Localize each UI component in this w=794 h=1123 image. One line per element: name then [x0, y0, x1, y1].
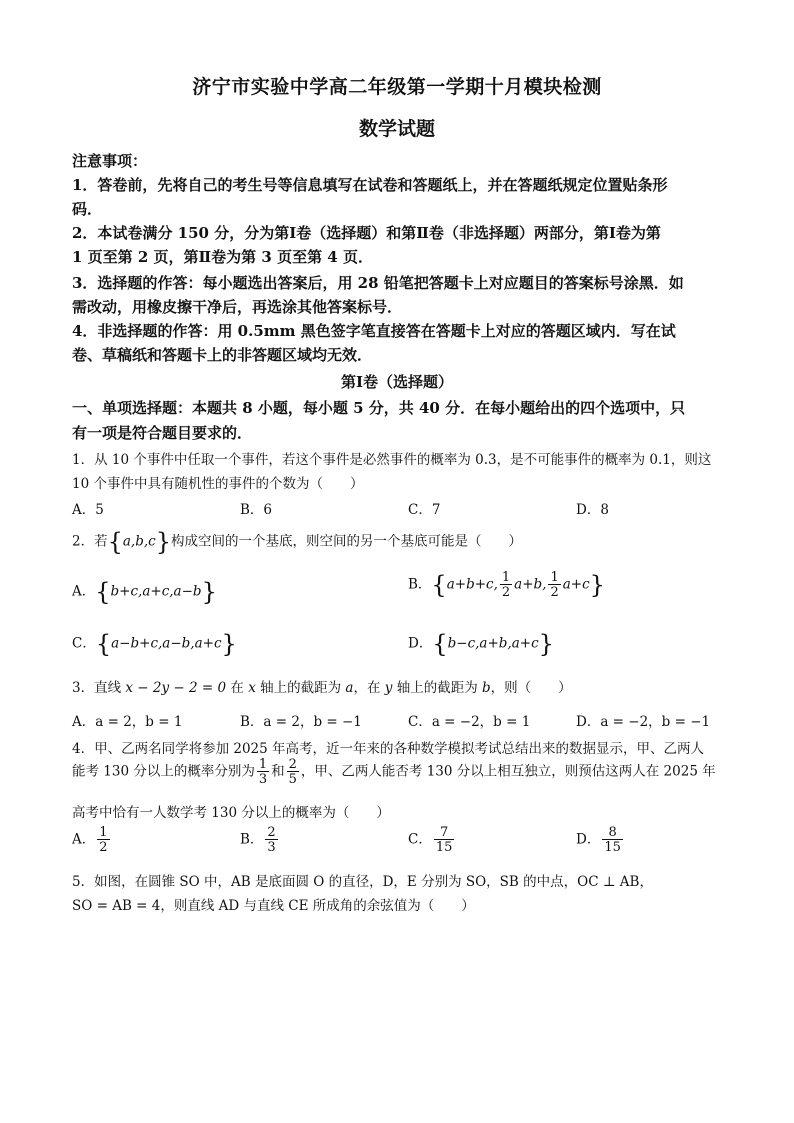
section-instruction: 有一项是符合题目要求的．	[72, 424, 253, 442]
question-4-text: 4．甲、乙两名同学将参加 2025 年高考，近一年来的各种数学模拟考试总结出来的数据显示，甲、乙两人	[72, 741, 705, 757]
q1-option-b: B．6	[240, 502, 273, 518]
part1-title: 第Ⅰ卷（选择题）	[340, 373, 454, 391]
q1-option-d: D．8	[576, 502, 609, 518]
q1-option-c: C．7	[408, 502, 441, 518]
q2-basis-set: a,b,c	[122, 533, 156, 550]
q4-option-b: B． $\frac{2}{3}$	[240, 825, 276, 855]
notice-line: 4．非选择题的作答：用 0.5mm 黑色签字笔直接答在答题卡上对应的答题区域内．写在试	[72, 322, 676, 340]
question-1-text: 1．从 10 个事件中任取一个事件，若这个事件是必然事件的概率为 0.3，是不可能事件的概率为 0.1，则这	[72, 452, 712, 468]
notice-line: 3．选择题的作答：每小题选出答案后，用 28 铅笔把答题卡上对应题目的答案标号涂黑．如	[72, 274, 684, 292]
fraction: $\frac{2}{5}$	[288, 757, 297, 787]
q2-option-c: C．{a−b+c,a−b,a+c}	[72, 630, 237, 658]
exam-title: 济宁市实验中学高二年级第一学期十月模块检测	[192, 76, 602, 98]
q4-option-a: A． $\frac{1}{2}$	[72, 825, 108, 855]
exam-subtitle: 数学试题	[358, 118, 435, 140]
q2-suffix: 构成空间的一个基底，则空间的另一个基底可能是（ ）	[171, 533, 522, 550]
question-4-text: 高考中恰有一人数学考 130 分以上的概率为（ ）	[72, 805, 390, 821]
fraction: $\frac{1}{3}$	[258, 757, 268, 787]
notice-heading: 注意事项：	[72, 152, 148, 170]
question-2-text: 2．若{a,b,c}构成空间的一个基底，则空间的另一个基底可能是（ ）	[72, 528, 522, 556]
fraction-one-half: $\frac{1}{2}$	[501, 570, 511, 600]
notice-line: 2．本试卷满分 150 分，分为第Ⅰ卷（选择题）和第Ⅱ卷（非选择题）两部分，第Ⅰ卷为第	[72, 224, 661, 242]
notice-line: 1．答卷前，先将自己的考生号等信息填写在试卷和答题纸上，并在答题纸规定位置贴条形	[72, 176, 668, 194]
q3-option-a: A．a = 2，b = 1	[72, 714, 183, 730]
notice-line: 1 页至第 2 页，第Ⅱ卷为第 3 页至第 4 页．	[72, 248, 373, 266]
question-3-text: 3．直线 x − 2y − 2 = 0 在 x 轴上的截距为 a，在 y 轴上的截距为 b，则（ ）	[72, 680, 572, 696]
question-4-text: 能考 130 分以上的概率分别为 $\frac{1}{3}$ 和 $\frac{2}{5}$ ，甲、乙两人能否考 130 分以上相互独立，则预估这两人在 2025 年	[72, 757, 716, 787]
q3-option-d: D．a = −2，b = −1	[576, 714, 711, 730]
q3-option-b: B．a = 2，b = −1	[240, 714, 362, 730]
q4-option-c: C． $\frac{7}{15}$	[408, 825, 453, 855]
section-instruction: 一、单项选择题：本题共 8 小题，每小题 5 分，共 40 分．在每小题给出的四个选项中，只	[72, 399, 686, 417]
q1-option-a: A．5	[72, 502, 104, 518]
question-1-text: 10 个事件中具有随机性的事件的个数为（ ）	[72, 476, 364, 492]
q4-option-d: D． $\frac{8}{15}$	[576, 825, 621, 855]
q2-option-a: A．{b+c,a+c,a−b}	[72, 578, 217, 606]
fraction-one-half: $\frac{1}{2}$	[550, 570, 559, 600]
q2-option-b: B．{a+b+c, $\frac{1}{2}$ a+b, $\frac{1}{2}$ a+c}	[408, 570, 605, 600]
notice-line: 码．	[72, 200, 103, 218]
q2-prefix: 2．若	[72, 533, 108, 550]
notice-line: 需改动，用橡皮擦干净后，再选涂其他答案标号．	[72, 298, 403, 316]
q3-option-c: C．a = −2，b = 1	[408, 714, 531, 730]
question-5-text: SO = AB = 4，则直线 AD 与直线 CE 所成角的余弦值为（ ）	[72, 898, 475, 914]
q2-option-d: D．{b−c,a+b,a+c}	[408, 630, 554, 658]
question-5-text: 5．如图，在圆锥 SO 中，AB 是底面圆 O 的直径，D，E 分别为 SO，SB 的中点，OC ⊥ AB，	[72, 874, 653, 890]
notice-line: 卷、草稿纸和答题卡上的非答题区域均无效．	[72, 346, 373, 364]
